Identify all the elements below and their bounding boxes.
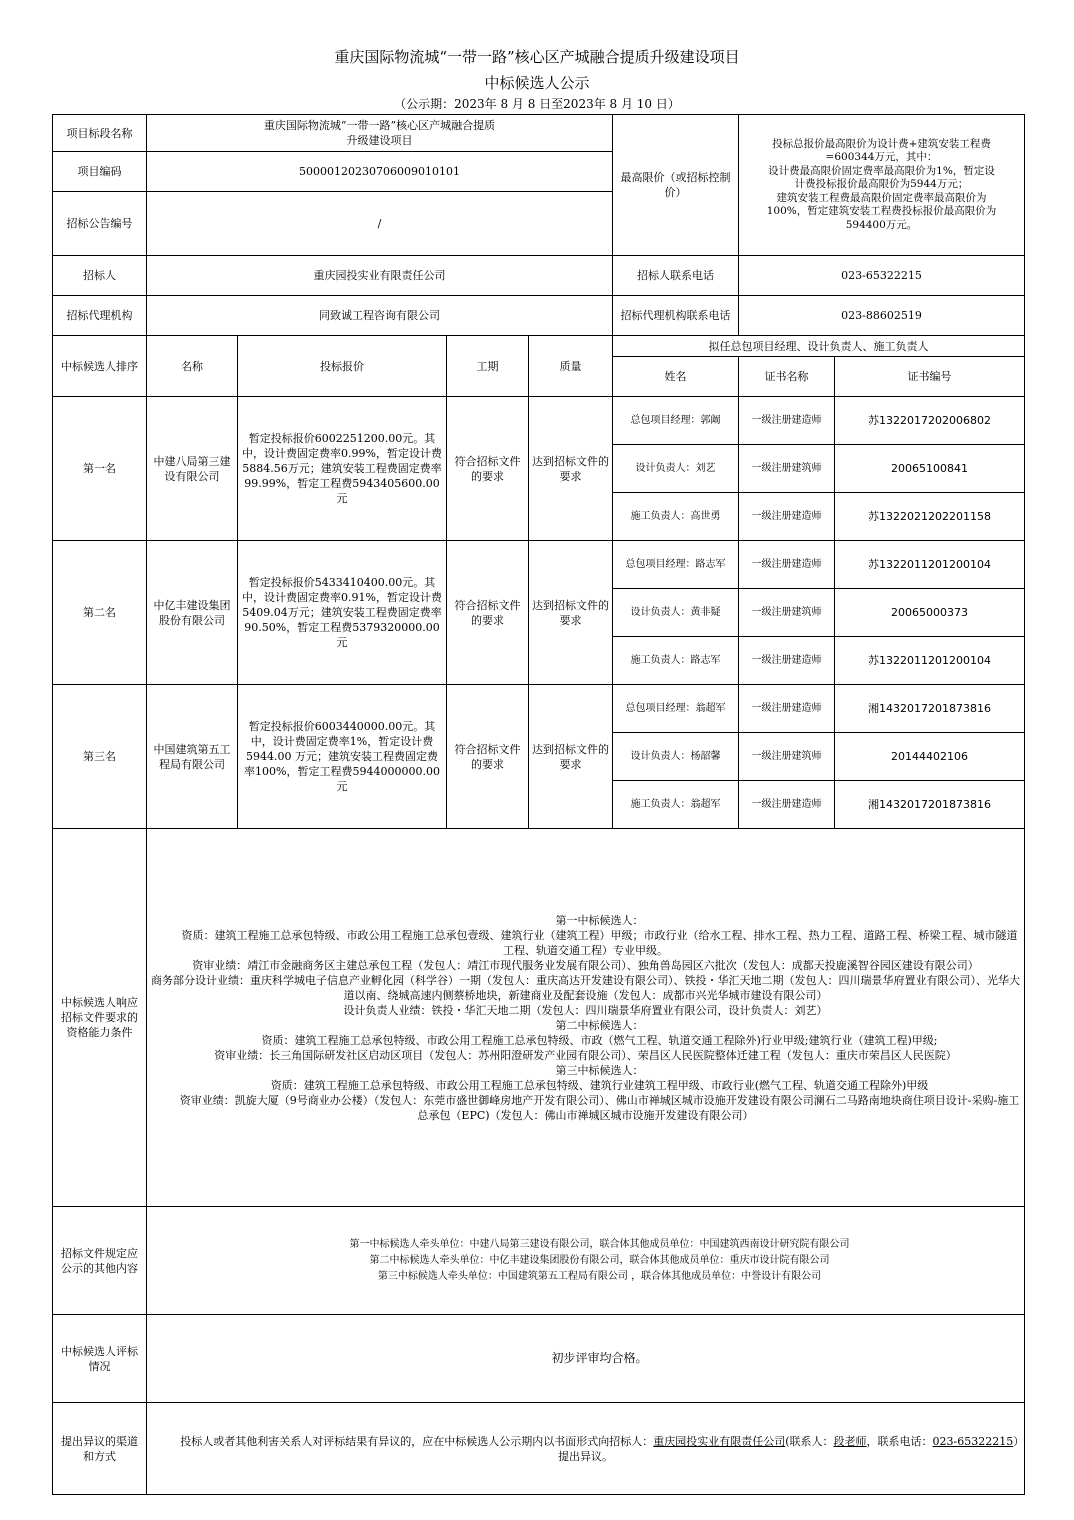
objection-label: 提出异议的渠道和方式: [53, 1403, 147, 1495]
staff-cert-no: 湘1432017201873816: [835, 781, 1025, 829]
candidate-quality: 达到招标文件的要求: [529, 541, 613, 685]
staff-cert-no: 苏1322011201200104: [835, 541, 1025, 589]
qualification-text: 第一中标候选人： 资质：建筑工程施工总承包特级、市政公用工程施工总承包壹级、建筑行业（建筑工程）甲级；市政行业（给水工程、排水工程、热力工程、道路工程、桥梁工程、城市隧道工程、轨道交通工程）专业甲级。 资审业绩：靖江市金融商务区主建总承包工程（发包人：靖江市现代服务业发展有限公司）、独角兽岛园区六批次（发包人：成都天投鹿溪智谷园区建设有限公司） 商务部分设计业绩：重庆科学城电子信息产业孵化园（科学谷）一期（发包人：重庆高达开发建设有限公司）、铁投・华汇天地二期（发包人：四川瑞景华府置业有限公司）、光华大道以南、绕城高速内侧蔡桥地块，新建商业及配套设施（发包人：成都市兴光华城市建设有限公司） 设计负责人业绩：铁投・华汇天地二期（发包人：四川瑞景华府置业有限公司，设计负责人：刘艺） 第二中标候选人： 资质：建筑工程施工总承包特级、市政公用工程施工总承包特级、市政（燃气工程、轨道交通工程除外)行业甲级;建筑行业（建筑工程)甲级; 资审业绩：长三角国际研发社区启动区项目（发包人：苏州阳澄研发产业园有限公司）、荣昌区人民医院整体迁建工程（发包人：重庆市荣昌区人民医院） 第三中标候选人： 资质：建筑工程施工总承包特级、市政公用工程施工总承包特级、建筑行业建筑工程甲级、市政行业(燃气工程、轨道交通工程除外)甲级 资审业绩：凯旋大厦（9号商业办公楼）（发包人：东莞市盛世御峰房地产开发有限公司）、佛山市禅城区城市设施开发建设有限公司澜石二马路南地块商住项目设计-采购-施工总承包（EPC)（发包人：佛山市禅城区城市设施开发建设有限公司）: [147, 829, 1025, 1207]
col-quality: 质量: [529, 336, 613, 397]
staff-name: 总包项目经理：郭阚: [613, 397, 739, 445]
col-rank: 中标候选人排序: [53, 336, 147, 397]
staff-name: 施工负责人：路志军: [613, 637, 739, 685]
agency-phone: 023-88602519: [739, 296, 1025, 336]
candidate-rank: 第一名: [53, 397, 147, 541]
max-price-label: 最高限价（或招标控制价）: [613, 115, 739, 256]
candidate-name: 中建八局第三建设有限公司: [147, 397, 238, 541]
evaluation-label: 中标候选人评标情况: [53, 1315, 147, 1403]
staff-cert-no: 湘1432017201873816: [835, 685, 1025, 733]
staff-cert: 一级注册建造师: [739, 685, 835, 733]
col-price: 投标报价: [238, 336, 447, 397]
agency-label: 招标代理机构: [53, 296, 147, 336]
col-name: 名称: [147, 336, 238, 397]
project-code: 500001202307060090101​01: [147, 152, 613, 192]
staff-cert: 一级注册建筑师: [739, 589, 835, 637]
col-cert-name: 证书名称: [739, 357, 835, 397]
candidate-price: 暂定投标报价6002251200.00元。其中，设计费固定费率0.99%，暂定设计费5884.56万元；建筑安装工程费固定费率99.99%，暂定工程费5943405600.00 元: [238, 397, 447, 541]
notice-no: /: [147, 192, 613, 256]
candidate-period: 符合招标文件的要求: [447, 685, 529, 829]
candidate-period: 符合招标文件的要求: [447, 397, 529, 541]
staff-name: 总包项目经理：翁超军: [613, 685, 739, 733]
staff-name: 施工负责人：高世勇: [613, 493, 739, 541]
other-content-label: 招标文件规定应公示的其他内容: [53, 1207, 147, 1315]
staff-cert: 一级注册建筑师: [739, 445, 835, 493]
staff-cert: 一级注册建造师: [739, 781, 835, 829]
staff-cert-no: 20065000373: [835, 589, 1025, 637]
max-price-value: 投标总报价最高限价为设计费+建筑安装工程费 =600344万元，其中： 设计费最高限价固定费率最高限价为1%，暂定设 计费投标报价最高限价为5944万元； 建筑安装工程费最高限价固定费率最高限价为 100%，暂定建筑安装工程费投标报价最高限价为 594400万元。: [739, 115, 1025, 256]
project-name: 重庆国际物流城“一带一路”核心区产城融合提质 升级建设项目: [147, 115, 613, 152]
staff-cert: 一级注册建造师: [739, 397, 835, 445]
candidate-quality: 达到招标文件的要求: [529, 685, 613, 829]
col-personnel: 拟任总包项目经理、设计负责人、施工负责人: [613, 336, 1025, 357]
staff-cert-no: 苏1322017202006802: [835, 397, 1025, 445]
doc-subtitle: 中标候选人公示: [484, 74, 590, 92]
bid-candidate-table: [52, 114, 1025, 1495]
candidate-rank: 第三名: [53, 685, 147, 829]
tenderee-label: 招标人: [53, 256, 147, 296]
notice-no-label: 招标公告编号: [53, 192, 147, 256]
staff-name: 设计负责人：杨韶馨: [613, 733, 739, 781]
objection-text: 投标人或者其他利害关系人对评标结果有异议的，应在中标候选人公示期内以书面形式向招标人：重庆园投实业有限责任公司(联系人：段老师，联系电话：023-65322215）提出异议。: [147, 1403, 1025, 1495]
candidate-price: 暂定投标报价6003440000.00元。其中，设计费固定费率1%，暂定设计费5944.00 万元；建筑安装工程费固定费率100%，暂定工程费5944000000.00元: [238, 685, 447, 829]
project-code-label: 项目编码: [53, 152, 147, 192]
staff-cert: 一级注册建造师: [739, 541, 835, 589]
col-person-name: 姓名: [613, 357, 739, 397]
tenderee-phone-label: 招标人联系电话: [613, 256, 739, 296]
staff-name: 施工负责人：翁超军: [613, 781, 739, 829]
agency-phone-label: 招标代理机构联系电话: [613, 296, 739, 336]
candidate-price: 暂定投标报价5433410400.00元。其中，设计费固定费率0.91%，暂定设计费5409.04万元；建筑安装工程费固定费率90.50%，暂定工程费5379320000.00元: [238, 541, 447, 685]
other-content-text: 第一中标候选人牵头单位：中建八局第三建设有限公司，联合体其他成员单位：中国建筑西南设计研究院有限公司 第二中标候选人牵头单位：中亿丰建设集团股份有限公司，联合体其他成员单位：重庆市设计院有限公司 第三中标候选人牵头单位：中国建筑第五工程局有限公司 ，联合体其他成员单位：中誉设计有限公司: [147, 1207, 1025, 1315]
candidate-name: 中亿丰建设集团股份有限公司: [147, 541, 238, 685]
agency: 同致诚工程咨询有限公司: [147, 296, 613, 336]
staff-name: 设计负责人：刘艺: [613, 445, 739, 493]
staff-cert-no: 20144402106: [835, 733, 1025, 781]
qualification-label: 中标候选人响应招标文件要求的资格能力条件: [53, 829, 147, 1207]
staff-cert: 一级注册建造师: [739, 493, 835, 541]
project-name-label: 项目标段名称: [53, 115, 147, 152]
staff-cert-no: 20065100841: [835, 445, 1025, 493]
tenderee: 重庆园投实业有限责任公司: [147, 256, 613, 296]
doc-title: 重庆国际物流城“一带一路”核心区产城融合提质升级建设项目: [334, 48, 740, 66]
col-period: 工期: [447, 336, 529, 397]
staff-name: 总包项目经理：路志军: [613, 541, 739, 589]
candidate-period: 符合招标文件的要求: [447, 541, 529, 685]
staff-cert-no: 苏1322021202201158: [835, 493, 1025, 541]
candidate-name: 中国建筑第五工程局有限公司: [147, 685, 238, 829]
staff-cert: 一级注册建造师: [739, 637, 835, 685]
staff-cert-no: 苏1322011201200104: [835, 637, 1025, 685]
tenderee-phone: 023-65322215: [739, 256, 1025, 296]
candidate-quality: 达到招标文件的要求: [529, 397, 613, 541]
staff-name: 设计负责人：黄非疑: [613, 589, 739, 637]
col-cert-no: 证书编号: [835, 357, 1025, 397]
staff-cert: 一级注册建筑师: [739, 733, 835, 781]
publicity-period: （公示期：2023年 8 月 8 日至2023年 8 月 10 日）: [394, 97, 680, 111]
candidate-rank: 第二名: [53, 541, 147, 685]
evaluation-text: 初步评审均合格。: [147, 1315, 1025, 1403]
